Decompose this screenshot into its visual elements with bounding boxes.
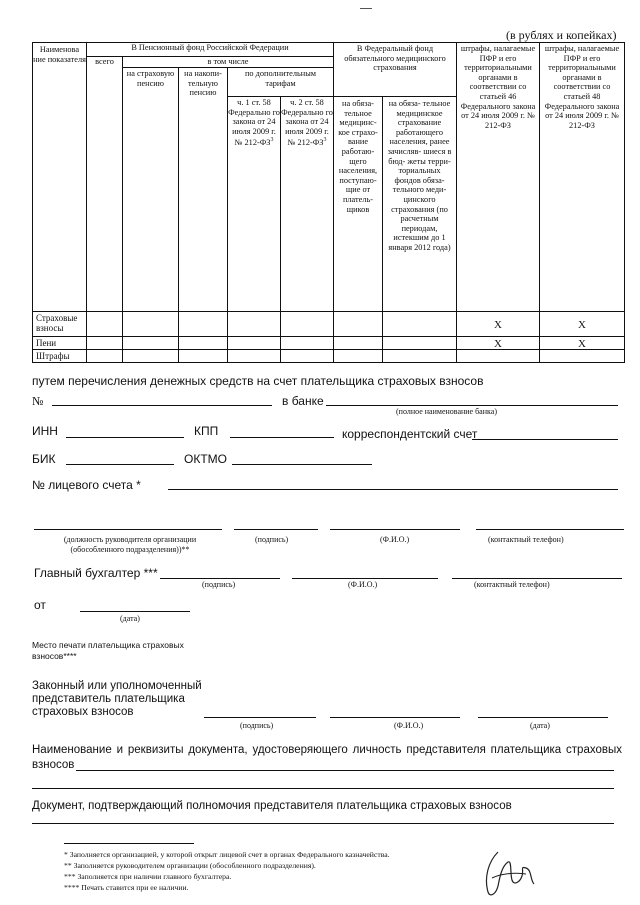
including-text: в том числе	[207, 57, 249, 66]
value-cell[interactable]	[178, 336, 228, 350]
ffoms-payers-text: на обяза- тельное медицинс- кое страхо- вание работаю- щего населения, поступаю- щие от платель- щиков	[338, 99, 378, 214]
representative-date-caption: (дата)	[530, 721, 550, 730]
part2-header	[280, 96, 334, 312]
representative-date-field[interactable]	[478, 717, 608, 718]
head-caption-text: (должность руководителя организации (обособленного подразделения))**	[63, 535, 197, 554]
row-label-cell	[32, 349, 87, 363]
value-cell[interactable]	[178, 349, 228, 363]
personal-account-field[interactable]	[168, 489, 618, 490]
additional-tariffs-text: по дополнительным тарифам	[244, 69, 317, 88]
value-cell[interactable]	[280, 311, 334, 337]
number-label: №	[32, 394, 44, 408]
value-cell[interactable]	[227, 336, 281, 350]
total-text: всего	[95, 57, 114, 66]
account-number-field[interactable]	[52, 405, 272, 406]
value-cell[interactable]	[122, 349, 179, 363]
total-header	[86, 56, 123, 312]
col-name-header	[32, 42, 87, 312]
accountant-phone-field[interactable]	[452, 578, 622, 579]
row-label-cell	[32, 336, 87, 350]
representative-fio-field[interactable]	[330, 717, 460, 718]
value-cell[interactable]	[382, 311, 457, 337]
bank-caption: (полное наименование банка)	[396, 407, 497, 416]
fines-48-cell[interactable]	[539, 349, 625, 363]
ffoms-group-header	[333, 42, 457, 97]
ffoms-prior-text: на обяза- тельное медицинское страхование работающего населения, ранее зачисляв- шиеся в бюд- жеты терри- ториальных фондов обяза- тельного меди- цинского страхования (по расчетным периодам, истекшим до 1 января 2012 года)	[387, 99, 452, 252]
x-mark: X	[494, 338, 502, 350]
fines-46-text: штрафы, налагаемые ПФР и его территориальными органами в соответствии со статьей 46 Федерального закона от 24 июля 2009 г. № 212-ФЗ	[460, 44, 536, 130]
part2-sup: 3	[323, 137, 327, 144]
ffoms-prior-header	[382, 96, 457, 312]
row-label: Пени	[36, 338, 57, 348]
fines-48-cell	[539, 311, 625, 337]
footnote-3: *** Заполняется при наличии главного бухгалтера.	[64, 872, 232, 881]
row-label: Страховые взносы	[36, 313, 78, 333]
head-signature-field[interactable]	[234, 529, 318, 530]
bank-name-field[interactable]	[326, 405, 618, 406]
col-name-text: Наименова ние показателя	[33, 45, 86, 64]
bik-field[interactable]	[66, 464, 174, 465]
value-cell[interactable]	[280, 336, 334, 350]
value-cell[interactable]	[382, 349, 457, 363]
accountant-fio-caption: (Ф.И.О.)	[348, 580, 378, 589]
head-phone-field[interactable]	[476, 529, 624, 530]
head-fio-field[interactable]	[330, 529, 460, 530]
representative-signature-caption: (подпись)	[240, 721, 274, 730]
row-label: Штрафы	[36, 351, 70, 361]
fines-46-cell[interactable]	[456, 349, 540, 363]
value-cell[interactable]	[333, 349, 383, 363]
additional-tariffs-header	[227, 67, 334, 97]
ffoms-group-text: В Федеральный фонд обязательного медицинского страхования	[344, 44, 446, 73]
part2-text: ч. 2 ст. 58 Федерально го закона от 24 июля 2009 г. № 212-ФЗ	[281, 98, 333, 148]
scan-mark	[360, 8, 372, 9]
date-caption: (дата)	[120, 614, 140, 623]
fines-48-cell	[539, 336, 625, 350]
insurance-pension-text: на страховую пенсию	[126, 69, 175, 88]
kpp-label: КПП	[194, 424, 219, 438]
footnote-4: **** Печать ставится при ее наличии.	[64, 883, 189, 892]
footnote-divider	[64, 843, 194, 844]
value-cell[interactable]	[86, 311, 123, 337]
funded-pension-header	[178, 67, 228, 312]
accountant-signature-field[interactable]	[160, 578, 280, 579]
accountant-phone-caption: (контактный телефон)	[474, 580, 550, 589]
x-mark: X	[578, 338, 586, 350]
inn-field[interactable]	[66, 437, 184, 438]
fines-46-cell	[456, 336, 540, 350]
value-cell[interactable]	[86, 349, 123, 363]
bank-label: в банке	[282, 394, 324, 408]
accountant-label: Главный бухгалтер ***	[34, 566, 158, 580]
fines-48-text: штрафы, налагаемые ПФР и его территориальными органами в соответствии со статьей 48 Федерального закона от 24 июля 2009 г. № 212-ФЗ	[544, 44, 620, 130]
value-cell[interactable]	[382, 336, 457, 350]
from-label: от	[34, 598, 46, 612]
value-cell[interactable]	[178, 311, 228, 337]
authority-doc-label: Документ, подтверждающий полномочия представителя плательщика страховых взносов	[32, 800, 512, 812]
footnote-1: * Заполняется организацией, у которой открыт лицевой счет в органах Федерального казначейства.	[64, 850, 390, 859]
oktmo-label: ОКТМО	[184, 452, 227, 466]
value-cell[interactable]	[227, 311, 281, 337]
insurance-pension-header	[122, 67, 179, 312]
funded-pension-text: на накопи- тельную пенсию	[184, 69, 222, 98]
kpp-field[interactable]	[230, 437, 334, 438]
row-label-cell	[32, 311, 87, 337]
value-cell[interactable]	[280, 349, 334, 363]
phone-caption: (контактный телефон)	[488, 535, 564, 544]
bik-label: БИК	[32, 452, 56, 466]
stamp-label	[32, 640, 222, 662]
accountant-fio-field[interactable]	[292, 578, 438, 579]
currency-note: (в рублях и копейках)	[506, 28, 617, 42]
value-cell[interactable]	[86, 336, 123, 350]
corr-account-field[interactable]	[472, 439, 618, 440]
signature-caption: (подпись)	[255, 535, 289, 544]
part1-text: ч. 1 ст. 58 Федерально го закона от 24 июля 2009 г. № 212-ФЗ	[228, 98, 280, 148]
corr-account-label: корреспондентский счет	[342, 427, 478, 441]
footnote-2: ** Заполняется руководителем организации (обособленного подразделения).	[64, 861, 316, 870]
value-cell[interactable]	[122, 311, 179, 337]
part1-header	[227, 96, 281, 312]
personal-account-label: № лицевого счета *	[32, 478, 141, 492]
pfr-group-text: В Пенсионный фонд Российской Федерации	[131, 43, 289, 52]
handwritten-signature	[480, 848, 540, 900]
x-mark: X	[494, 319, 502, 331]
stamp-label-text: Место печати плательщика страховых взносов****	[32, 640, 184, 661]
id-doc-field-2[interactable]	[32, 788, 614, 789]
head-caption	[40, 535, 220, 555]
fio-caption: (Ф.И.О.)	[380, 535, 410, 544]
fines-46-header	[456, 42, 540, 312]
representative-label-text: Законный или уполномоченный представитель плательщика страховых взносов	[32, 680, 202, 718]
fines-46-cell	[456, 311, 540, 337]
part1-sup: 3	[270, 137, 274, 144]
inn-label: ИНН	[32, 424, 58, 438]
pfr-group-header	[86, 42, 334, 57]
value-cell[interactable]	[227, 349, 281, 363]
representative-signature-field[interactable]	[204, 717, 316, 718]
representative-label	[32, 680, 207, 719]
x-mark: X	[578, 319, 586, 331]
oktmo-field[interactable]	[232, 464, 372, 465]
value-cell[interactable]	[333, 336, 383, 350]
id-doc-label-text: Наименование и реквизиты документа, удостоверяющего личность представителя плательщика страховых взносов	[32, 744, 622, 771]
representative-fio-caption: (Ф.И.О.)	[394, 721, 424, 730]
transfer-text: путем перечисления денежных средств на счет плательщика страховых взносов	[32, 374, 484, 388]
date-field[interactable]	[80, 611, 190, 612]
authority-doc-field[interactable]	[32, 823, 614, 824]
id-doc-label	[32, 743, 622, 773]
head-position-field[interactable]	[34, 529, 222, 530]
value-cell[interactable]	[122, 336, 179, 350]
fines-48-header	[539, 42, 625, 312]
value-cell[interactable]	[333, 311, 383, 337]
ffoms-payers-header	[333, 96, 383, 312]
accountant-signature-caption: (подпись)	[202, 580, 236, 589]
id-doc-field[interactable]	[76, 770, 614, 771]
